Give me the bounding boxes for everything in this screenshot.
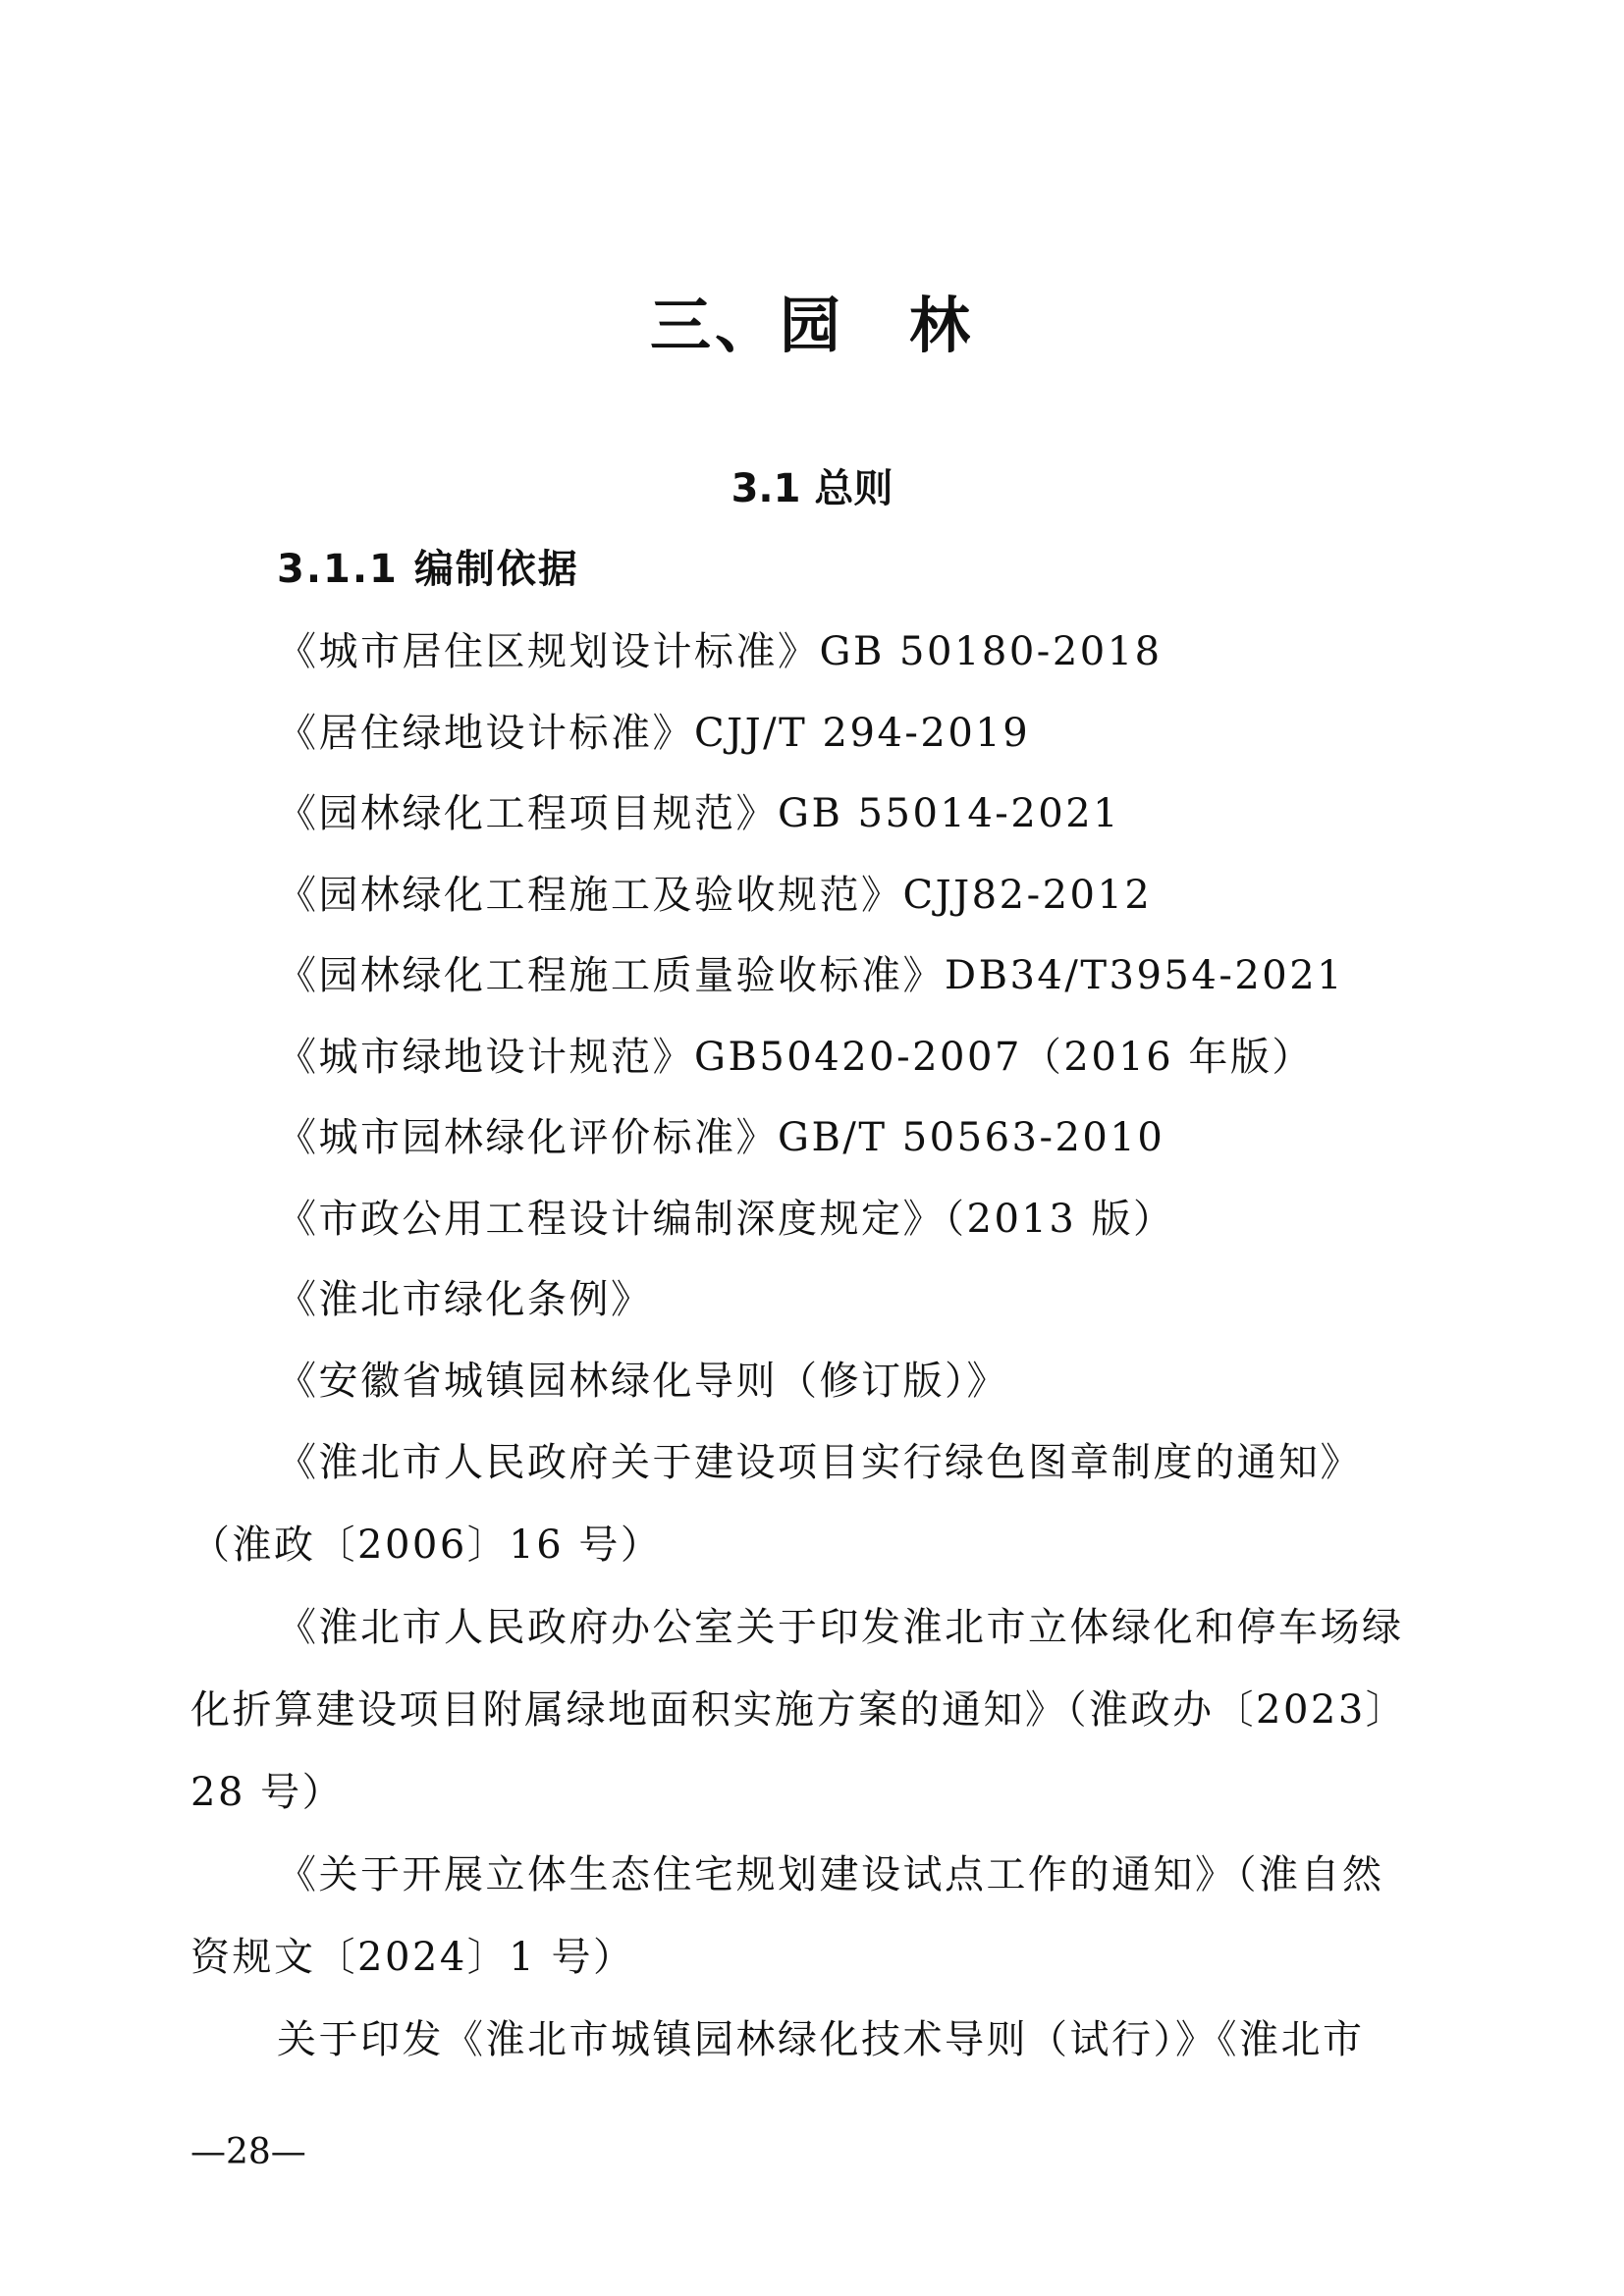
reference-item: 《园林绿化工程施工质量验收标准》DB34/T3954-2021: [277, 953, 1345, 998]
reference-item: 《城市园林绿化评价标准》GB/T 50563-2010: [277, 1115, 1165, 1160]
reference-item: 关于印发《淮北市城镇园林绿化技术导则（试行）》《淮北市: [277, 2017, 1365, 2062]
reference-item: 《关于开展立体生态住宅规划建设试点工作的通知》（淮自然资规文〔2024〕1 号）: [190, 1852, 1384, 1980]
reference-item: 《园林绿化工程项目规范》GB 55014-2021: [277, 791, 1121, 836]
reference-item: 《淮北市人民政府关于建设项目实行绿色图章制度的通知》（淮政〔2006〕16 号）: [190, 1440, 1362, 1568]
page-number: —28—: [190, 2132, 306, 2172]
chapter-title: 三、园 林: [649, 290, 974, 361]
reference-item: 《淮北市绿化条例》: [277, 1277, 653, 1322]
reference-item: 《城市绿地设计规范》GB50420-2007（2016 年版）: [277, 1034, 1314, 1080]
reference-item: 《园林绿化工程施工及验收规范》CJJ82-2012: [277, 872, 1153, 918]
reference-list: [190, 612, 1418, 2081]
reference-item: 《市政公用工程设计编制深度规定》（2013 版）: [277, 1196, 1175, 1242]
reference-item: 《淮北市人民政府办公室关于印发淮北市立体绿化和停车场绿化折算建设项目附属绿地面积实施方案的通知》（淮政办〔2023〕28 号）: [190, 1605, 1408, 1815]
reference-item: 《居住绿地设计标准》CJJ/T 294-2019: [277, 710, 1031, 756]
reference-item: 《安徽省城镇园林绿化导则（修订版）》: [277, 1358, 1008, 1404]
reference-item: 《城市居住区规划设计标准》GB 50180-2018: [277, 629, 1163, 674]
subsection-title: 3.1.1 编制依据: [277, 547, 579, 592]
section-title: 3.1 总则: [731, 466, 893, 511]
